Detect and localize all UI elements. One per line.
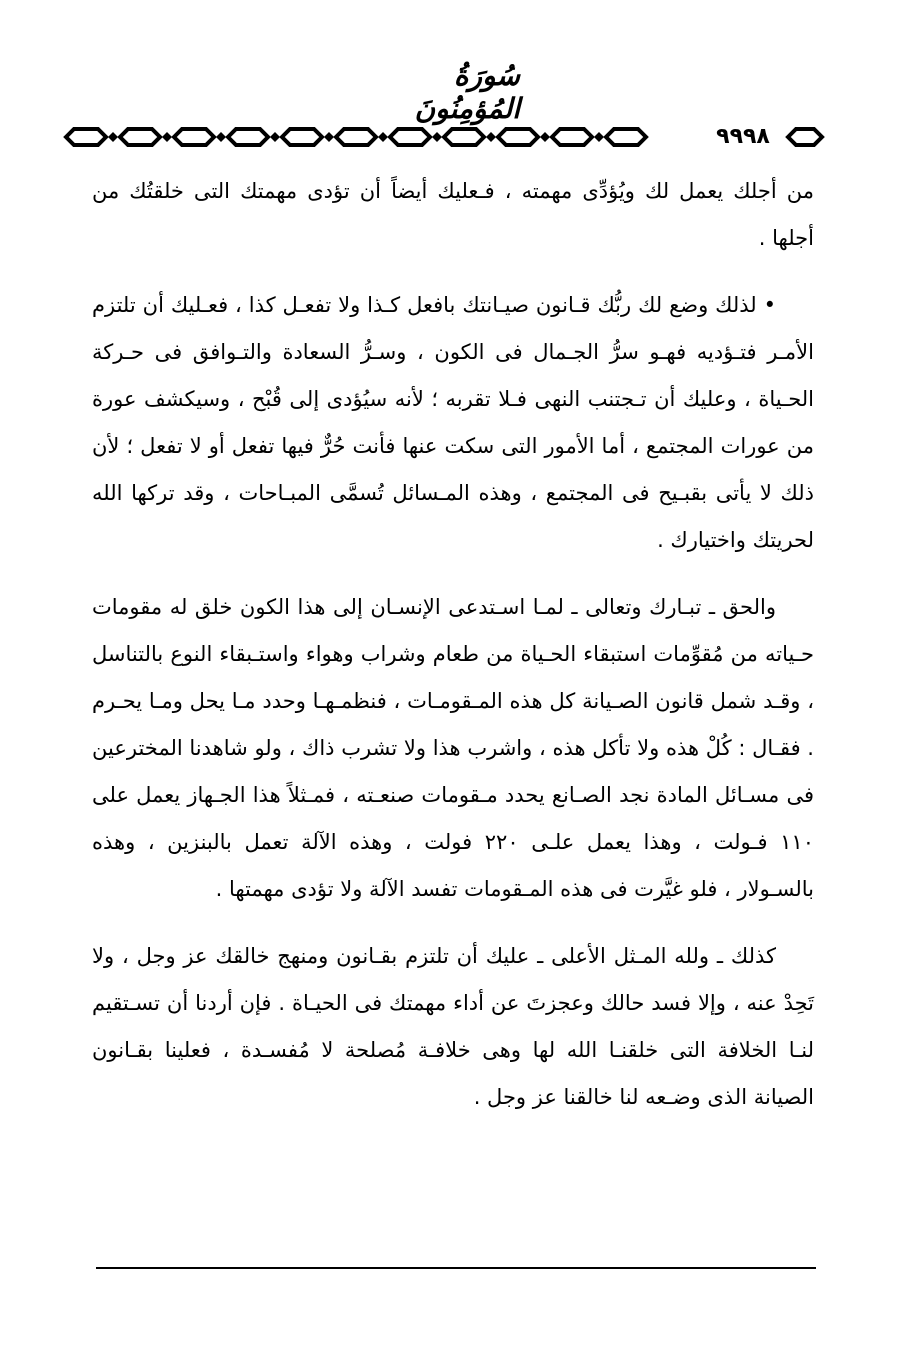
surah-title: سُورَةُ المُؤمِنُونَ [414,59,520,125]
chain-ornament-icon [60,122,700,152]
paragraph-2: • لذلك وضع لك ربُّك قـانون صيـانتك بافعل كـذا ولا تفعـل كذا ، فعـليك أن تلتزم الأمـر فتـؤديه فهـو سرُّ الجـمال فى الكون ، وسـرُّ السعادة والتـوافق فى حـركة الحـياة ، وعليك أن تـجتنب النهى فـلا تقربه ؛ لأنه سيُؤدى إلى قُبْح ، وسيكشف عورة من عورات المجتمع ، أما الأمور التى سكت عنها فأنت حُرٌّ فيها تفعل أو لا تفعل ؛ لأن ذلك لا يأتى بقبـيح فى المجتمع ، وهذه المـسائل تُسمَّى المبـاحات ، وقد تركها الله لحريتك واختيارك . [92,293,814,552]
footer-rule [96,1267,816,1269]
paragraph-3: والحق ـ تبـارك وتعالى ـ لمـا اسـتدعى الإنسـان إلى هذا الكون خلق له مقومات حـياته من مُقوِّمات استبقاء الحـياة من طعام وشراب وهواء واستـبقاء النوع بالتناسل ، وقـد شمل قانون الصـيانة كل هذه المـقومـات ، فنظمـهـا وحدد مـا يحل ومـا يحـرم . فقـال : كُلْ هذه ولا تأكل هذه ، واشرب هذا ولا تشرب ذاك ، ولو شاهدنا المخترعين فى مسـائل المادة نجد الصـانع يحدد مـقومات صنعـته ، فمـثلاً هذا الجـهاز يعمل على ١١٠ فـولت ، وهذا يعمل علـى ٢٢٠ فولت ، وهذه الآلة تعمل بالبنزين ، وهذه بالسـولار ، فلو غيَّرت فى هذه المـقومات تفسد الآلة ولا تؤدى مهمتها . [92,595,814,901]
paragraph-1: من أجلك يعمل لك ويُؤدِّى مهمته ، فـعليك أيضاً أن تؤدى مهمتك التى خلقتُك من أجلها . [92,179,814,250]
end-link-ornament-icon [782,122,826,152]
main-text [92,168,814,1141]
paragraph-4: كذلك ـ ولله المـثل الأعلى ـ عليك أن تلتزم بقـانون ومنهج خالقك عز وجل ، ولا تَحِدْ عنه ، وإلا فسد حالك وعجزتَ عن أداء مهمتك فى الحيـاة . فإن أردنا أن تسـتقيم لنـا الخلافة التى خلقنـا الله لها وهى خلافـة مُصلحة لا مُفسـدة ، فعلينا بقـانون الصيانة الذى وضـعه لنا خالقنا عز وجل . [92,944,814,1109]
page-number: ٩٩٩٨ [716,124,770,149]
page-header [60,122,826,152]
